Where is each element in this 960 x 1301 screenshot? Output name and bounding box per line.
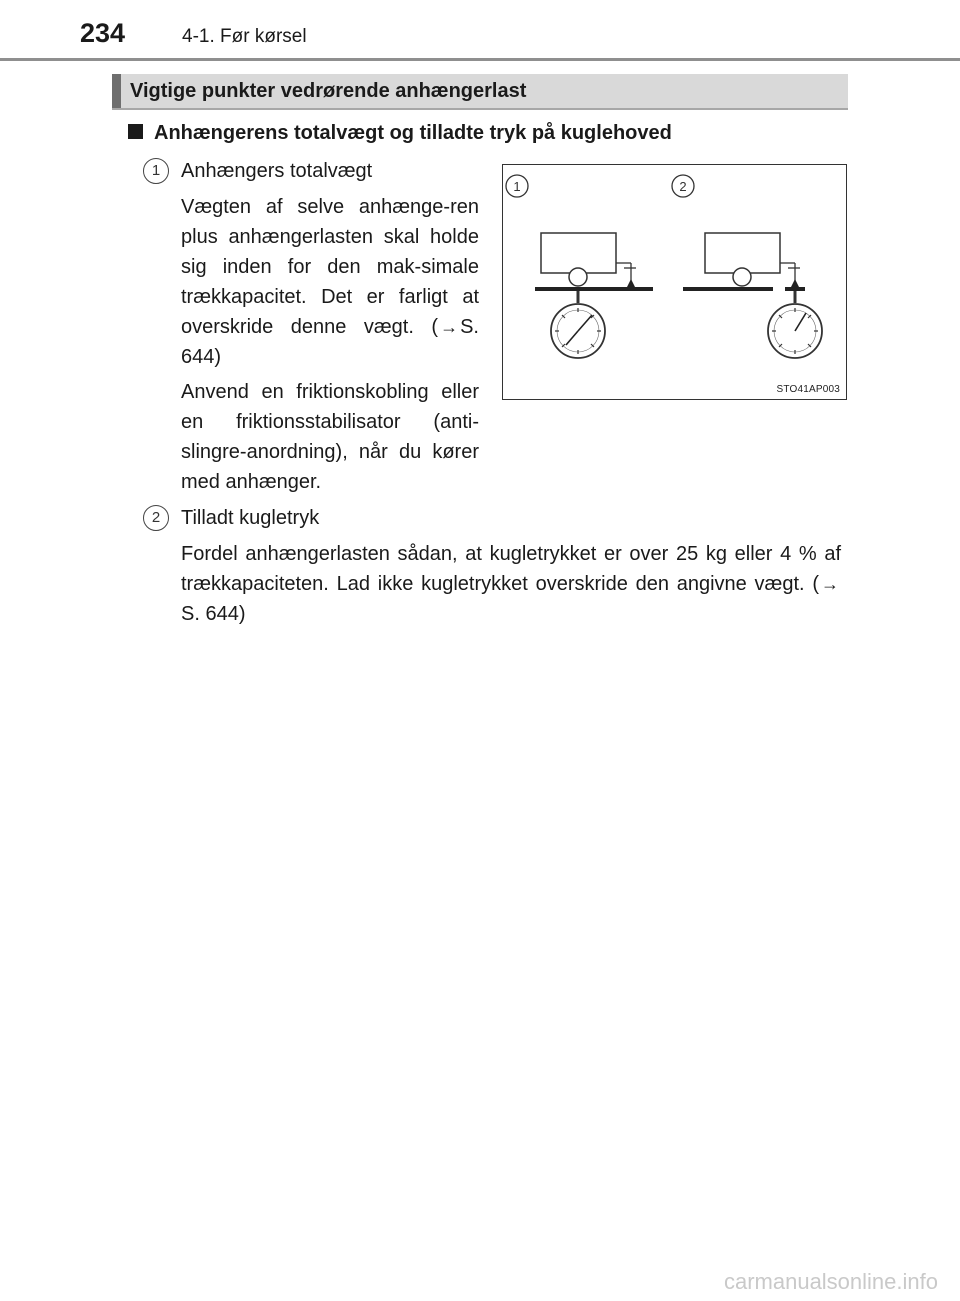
trailer-scale-diagram: [503, 165, 848, 401]
subheading: [128, 122, 672, 145]
callout-1-label: 1: [513, 179, 521, 194]
trailer-body: [541, 233, 616, 273]
item-1-paragraph-2: Anvend en friktionskobling eller en friktionsstabilisator (anti-slingre-anordning), når du kører med anhænger.: [181, 381, 479, 493]
trailer-body: [705, 233, 780, 273]
callout-2: [672, 175, 694, 197]
figure-code: STO41AP003: [776, 384, 840, 395]
scale-platform: [535, 287, 653, 291]
page-reference-text: S. 644): [181, 603, 246, 625]
item-1-paragraph-1: [181, 192, 479, 372]
trailer-wheel: [569, 268, 587, 286]
item-1-title: Anhængers totalvægt: [181, 160, 373, 182]
arrow-right-icon: →: [440, 317, 459, 337]
item-1-paragraph-1-text: Vægten af selve anhænge-ren plus anhængerlasten skal holde sig inden for den mak-simale trækkapacitet. Det er farligt at overskride denne vægt. (: [181, 196, 479, 338]
header-rule: [0, 58, 960, 61]
section-title-box: [112, 74, 848, 110]
scale-platform: [785, 287, 805, 291]
section-title: Vigtige punkter vedrørende anhængerlast: [130, 80, 527, 102]
item-1-badge: 1: [143, 158, 169, 184]
ground-line: [683, 287, 773, 291]
callout-2-label: 2: [679, 179, 687, 194]
trailer-weight-illustration: [502, 164, 847, 400]
item-2-title: Tilladt kugletryk: [181, 507, 320, 529]
tongue-weight-scene: [683, 233, 822, 358]
page-reference-text: S. 644): [181, 316, 479, 368]
page-number: 234: [80, 18, 126, 48]
callout-1: [506, 175, 528, 197]
trailer-wheel: [733, 268, 751, 286]
item-2-paragraph-1-text: Fordel anhængerlasten sådan, at kugletrykket er over 25 kg eller 4 % af trækkapaciteten. Lad ikke kugletrykket overskride den angivne vægt. (: [181, 543, 841, 595]
watermark: carmanualsonline.info: [723, 1269, 938, 1294]
section-breadcrumb: 4-1. Før kørsel: [182, 26, 307, 47]
trailer-total-weight-scene: [535, 233, 653, 358]
square-bullet-icon: [128, 124, 143, 139]
subheading-text: Anhængerens totalvægt og tilladte tryk på kuglehoved: [154, 122, 672, 144]
section-title-bar: [112, 74, 121, 108]
arrow-right-icon: →: [821, 574, 839, 594]
item-2-badge: 2: [143, 505, 169, 531]
item-2-paragraph-1: [181, 539, 841, 629]
